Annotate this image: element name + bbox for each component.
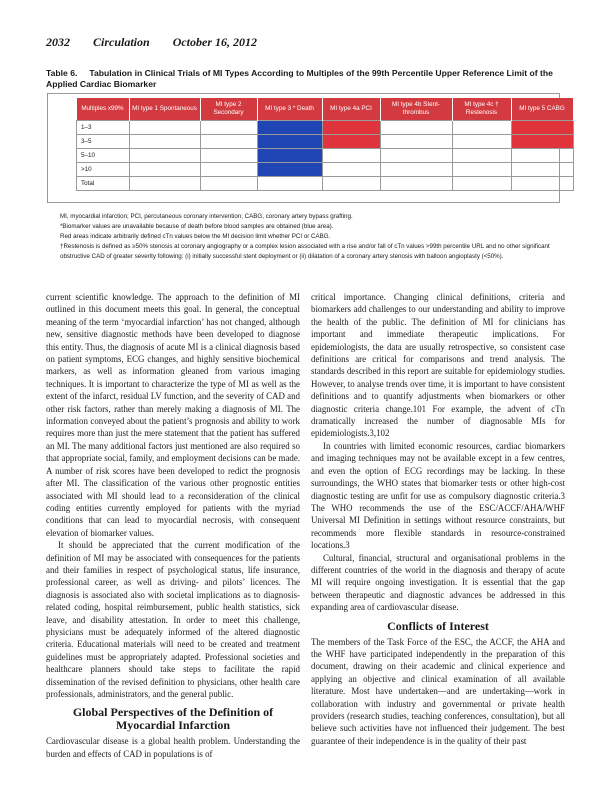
table-body xyxy=(77,121,574,191)
left-paragraph-2: It should be appreciated that the current modification of the definition of MI may be associated with consequences for the patients and their families in respect of psychological status, life insurance, professional career, as well as driving- and pilots’ licences. The diagnosis is associated also with societal implications as to diagnosis-related coding, hospital reimbursement, public health statistics, sick leave, and disability attestation. In order to meet this challenge, physicians must be adequately informed of the altered diagnostic criteria. Educational materials will need to be created and treatment guidelines must be appropriately adapted. Professional societies and healthcare planners should take steps to facilitate the rapid dissemination of the revised definition to physicians, other health care professionals, administrators, and the general public. xyxy=(46,540,300,699)
journal-name: Circulation xyxy=(93,35,150,49)
table-cell-red xyxy=(322,121,380,135)
table-cell xyxy=(380,149,452,163)
right-column xyxy=(311,291,565,747)
row-label: Total xyxy=(77,177,130,191)
header-type4a: MI type 4a PCI xyxy=(322,98,380,121)
table-cell xyxy=(322,149,380,163)
table-cell-blue xyxy=(257,163,322,177)
header-type4b: MI type 4b Stent-thrombus xyxy=(380,98,452,121)
table-row xyxy=(77,135,574,149)
row-label: 1–3 xyxy=(77,121,130,135)
table-cell xyxy=(200,163,257,177)
page-number: 2032 xyxy=(46,35,70,49)
table-caption xyxy=(46,68,566,90)
header-type3: MI type 3 * Death xyxy=(257,98,322,121)
running-head xyxy=(46,35,277,50)
table-cell xyxy=(200,121,257,135)
header-type2: MI type 2 Secondary xyxy=(200,98,257,121)
header-type4c: MI type 4c † Restenosis xyxy=(452,98,511,121)
right-paragraph-1: critical importance. Changing clinical definitions, criteria and biomarkers add challenges to our understanding and ability to improve the health of the public. The definition of MI for clinicians has important and immediate therapeutic implications. For epidemiologists, the data are usually retrospective, so consistent case definitions are critical for comparisons and trend analysis. The standards described in this report are suitable for epidemiology studies. However, to analyse trends over time, it is important to have consistent definitions and to quantify adjustments when biomarkers or other diagnostic criteria change.101 For example, the advent of cTn dramatically increased the number of diagnosable MIs for epidemiologists.3,102 xyxy=(311,292,565,439)
header-type5: MI type 5 CABG xyxy=(511,98,573,121)
table-cell xyxy=(380,177,452,191)
table-footnotes xyxy=(60,212,560,262)
table-cell xyxy=(380,135,452,149)
table-row xyxy=(77,177,574,191)
left-paragraph-3: Cardiovascular disease is a global health problem. Understanding the burden and effects of CAD in populations is of xyxy=(46,736,300,759)
table-row xyxy=(77,121,574,135)
row-label: 3–5 xyxy=(77,135,130,149)
table-cell xyxy=(129,121,200,135)
row-label: 5–10 xyxy=(77,149,130,163)
header-multiples: Multiples x99% xyxy=(77,98,130,121)
mi-types-table xyxy=(76,98,574,191)
right-paragraph-2: In countries with limited economic resources, cardiac biomarkers and imaging techniques may not be available except in a few centres, and even the option of ECG recordings may be lacking. In these surroundings, the WHO states that biomarker tests or other high-cost diagnostic testing are unfit for use as compulsory diagnostic criteria.3 The WHO recommends the use of the ESC/ACCF/AHA/WHF Universal MI Definition in settings without resource constraints, but recommends more flexible standards in resource-constrained locations.3 xyxy=(311,440,565,551)
table-label: Table 6. xyxy=(46,68,78,78)
row-label: >10 xyxy=(77,163,130,177)
table-cell-red xyxy=(322,135,380,149)
table-cell xyxy=(452,149,511,163)
footnote-biomarker: *Biomarker values are unavailable because of death before blood samples are obtained (blue area). xyxy=(60,223,334,230)
table-cell xyxy=(200,149,257,163)
table-cell xyxy=(129,135,200,149)
right-paragraph-3: Cultural, financial, structural and organisational problems in the different countries of the world in the diagnosis and therapy of acute MI will require ongoing investigation. It is essential that the gap between therapeutic and diagnostic advances be addressed in this expanding area of cardiovascular disease. xyxy=(311,552,565,613)
table-cell xyxy=(511,149,573,163)
table-row xyxy=(77,149,574,163)
left-column xyxy=(46,291,300,760)
table-cell xyxy=(200,177,257,191)
table-cell xyxy=(200,135,257,149)
table-cell xyxy=(322,177,380,191)
table-cell xyxy=(129,149,200,163)
footnote-red-areas: Red areas indicate arbitrarily defined cTn values below the MI decision limit whether PCI or CABG. xyxy=(60,233,331,240)
table-caption-text: Tabulation in Clinical Trials of MI Types According to Multiples of the 99th Percentile Upper Reference Limit of the Applied Cardiac Biomarker xyxy=(46,68,553,89)
section-heading-conflicts: Conflicts of Interest xyxy=(387,618,489,633)
table-cell-blue xyxy=(257,135,322,149)
table-cell-blue xyxy=(257,121,322,135)
footnote-abbreviations: MI, myocardial infarction; PCI, percutaneous coronary intervention; CABG, coronary artery bypass grafting. xyxy=(60,213,353,220)
footnote-restenosis: †Restenosis is defined as ≥50% stenosis at coronary angiography or a complex lesion associated with a rise and/or fall of cTn values >99th percentile URL and no other significant obstructive CAD of greater severity following: (i) initially successful stent deployment or (ii) dilatation of a coronary artery stenosis with balloon angioplasty (<50%). xyxy=(60,243,550,260)
table-cell xyxy=(129,163,200,177)
issue-date: October 16, 2012 xyxy=(172,35,258,49)
table-cell xyxy=(129,177,200,191)
left-paragraph-1: current scientific knowledge. The approach to the definition of MI outlined in this document meets this goal. In general, the conceptual meaning of the term ‘myocardial infarction’ has not changed, although new, sensitive diagnostic methods have been developed to diagnose this entity. Thus, the diagnosis of acute MI is a clinical diagnosis based on patient symptoms, ECG changes, and highly sensitive biochemical markers, as well as information gleaned from various imaging techniques. It is important to characterize the type of MI as well as the extent of the infarct, residual LV function, and the severity of CAD and other risk factors, rather than merely making a diagnosis of MI. The information conveyed about the patient’s prognosis and ability to work requires more than just the mere statement that the patient has suffered an MI. The many additional factors just mentioned are also required so that appropriate social, family, and employment decisions can be made. A number of risk scores have been developed to redict the prognosis after MI. The classification of the various other prognostic entities associated with MI should lead to a reconsideration of the clinical coding entities currently employed for patients with the myriad conditions that can lead to myocardial necrosis, with consequent elevation of biomarker values. xyxy=(46,292,300,538)
table-cell-blue xyxy=(257,149,322,163)
right-paragraph-4: The members of the Task Force of the ESC, the ACCF, the AHA and the WHF have participated independently in the preparation of this document, drawing on their academic and clinical experience and applying an objective and clinical examination of all available literature. Most have undertaken—and are undertaking—work in collaboration with industry and governmental or private health providers (research studies, teaching conferences, consultation), but all believe such activities have not influenced their judgement. The best guarantee of their independence is in the quality of their past xyxy=(311,636,565,746)
table-cell xyxy=(380,163,452,177)
table-cell xyxy=(511,163,573,177)
table-cell xyxy=(257,177,322,191)
header-type1: MI type 1 Spontaneous xyxy=(129,98,200,121)
table-cell xyxy=(452,121,511,135)
table-cell xyxy=(511,177,573,191)
table-header-row xyxy=(77,98,574,121)
section-heading-global: Global Perspectives of the Definition of Myocardial Infarction xyxy=(72,705,274,733)
table-cell xyxy=(380,121,452,135)
table-cell-red xyxy=(511,121,573,135)
table-cell xyxy=(452,177,511,191)
table-cell-red xyxy=(511,135,573,149)
table-cell xyxy=(452,135,511,149)
table-row xyxy=(77,163,574,177)
table-cell xyxy=(322,163,380,177)
table-cell xyxy=(452,163,511,177)
